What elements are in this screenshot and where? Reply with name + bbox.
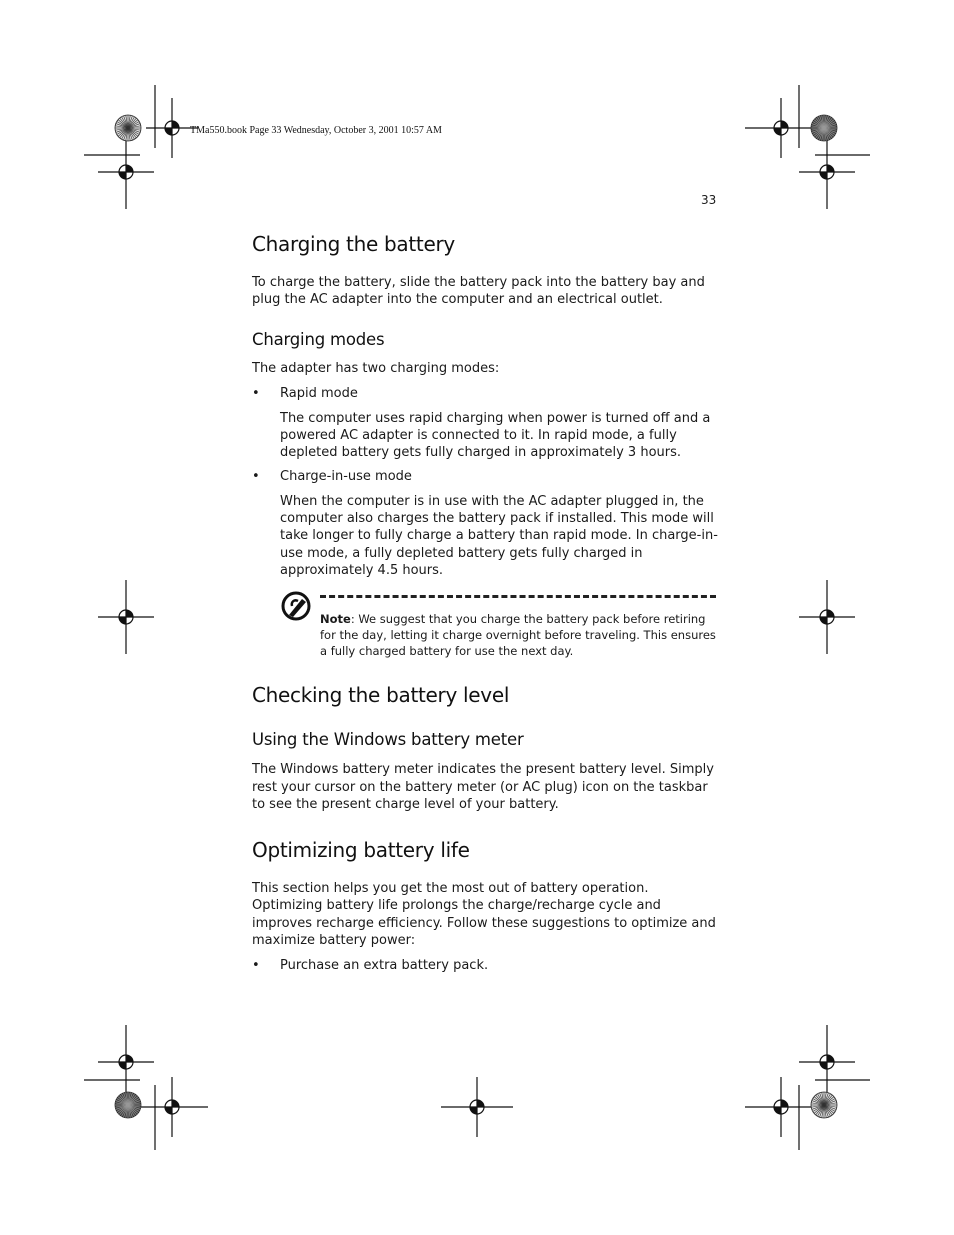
bullet-icon: • <box>252 958 260 974</box>
heading-windows-battery-meter: Using the Windows battery meter <box>252 730 524 750</box>
rapid-mode-description: The computer uses rapid charging when power is turned off and a powered AC adapter is connected to it. In rapid mode, a fully depleted battery gets fully charged in approximately 3 hours. <box>280 410 711 461</box>
bullet-icon: • <box>252 468 260 484</box>
heading-optimizing-battery-life: Optimizing battery life <box>252 838 470 863</box>
print-header: TMa550.book Page 33 Wednesday, October 3, 2001 10:57 AM <box>190 125 442 136</box>
charge-in-use-description: When the computer is in use with the AC adapter plugged in, the computer also charges the battery pack if installed. This mode will take longer to fully charge a battery than rapid mode. In charge-in-use mode, a fully depleted battery gets fully charged in approximately 4.5 hours. <box>280 493 718 578</box>
charging-intro: To charge the battery, slide the battery pack into the battery bay and plug the AC adapter into the computer and an electrical outlet. <box>252 275 705 308</box>
charge-in-use-label: Charge-in-use mode <box>280 468 412 484</box>
list-item-extra-battery <box>252 957 718 974</box>
heading-checking-battery-level: Checking the battery level <box>252 683 510 708</box>
battery-meter-text: The Windows battery meter indicates the present battery level. Simply rest your cursor on the battery meter (or AC plug) icon on the taskbar to see the present charge level of your battery. <box>252 762 714 812</box>
note-pen-icon <box>280 589 314 623</box>
optimizing-intro: This section helps you get the most out of battery operation. Optimizing battery life prolongs the charge/recharge cycle and improves recharge efficiency. Follow these suggestions to optimize and maximize battery power: <box>252 881 716 949</box>
charging-modes-intro: The adapter has two charging modes: <box>252 360 500 376</box>
page-number: 33 <box>701 193 717 207</box>
note-callout <box>280 589 718 659</box>
note-divider <box>320 595 716 598</box>
note-label: Note <box>320 612 351 627</box>
bullet-icon: • <box>252 385 260 401</box>
page-body <box>252 232 718 974</box>
heading-charging-the-battery: Charging the battery <box>252 232 455 256</box>
list-item-rapid-mode <box>252 385 718 402</box>
rapid-mode-label: Rapid mode <box>280 385 358 401</box>
extra-battery-label: Purchase an extra battery pack. <box>280 958 489 974</box>
note-body: : We suggest that you charge the battery pack before retiring for the day, letting it charge overnight before traveling. This ensures a fully charged battery for use the next day. <box>320 612 716 659</box>
note-text <box>280 589 718 659</box>
heading-charging-modes: Charging modes <box>252 329 385 349</box>
list-item-charge-in-use-mode <box>252 468 718 485</box>
